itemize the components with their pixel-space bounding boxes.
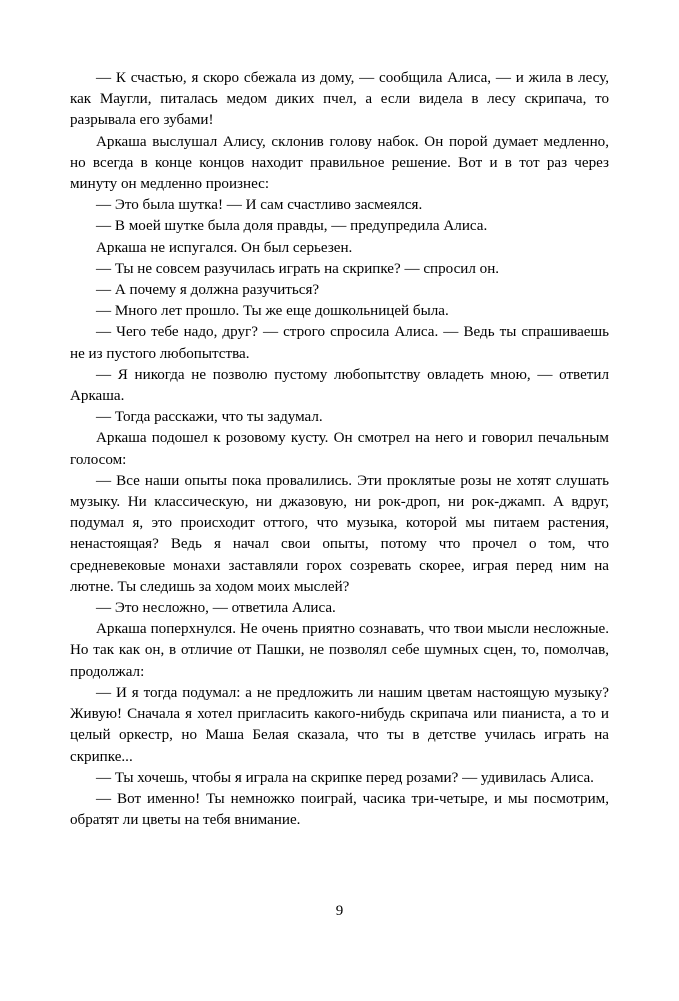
paragraph: — Все наши опыты пока провалились. Эти проклятые розы не хотят слушать музыку. Ни классическую, ни джазовую, ни рок-дроп, ни рок-джамп. А вдруг, подумал я, это происходит оттого, что музыка, которой мы питаем растения, ненастоящая? Ведь я начал свои опыты, потому что прочел о том, что средневековые монахи заставляли горох созревать скорее, играя перед ним на лютне. Ты следишь за ходом моих мыслей? xyxy=(70,472,609,595)
paragraph: — Чего тебе надо, друг? — строго спросила Алиса. — Ведь ты спрашиваешь не из пустого любопытства. xyxy=(70,324,609,362)
paragraph: — Это несложно, — ответила Алиса. xyxy=(96,600,336,617)
paragraph: Аркаша поперхнулся. Не очень приятно сознавать, что твои мысли несложные. Но так как он, в отличие от Пашки, не позволял себе шумных сцен, то, помолчав, продолжал: xyxy=(70,621,609,680)
paragraph: — А почему я должна разучиться? xyxy=(96,282,320,299)
paragraph: — Тогда расскажи, что ты задумал. xyxy=(96,409,323,426)
paragraph: — В моей шутке была доля правды, — предупредила Алиса. xyxy=(96,218,488,235)
paragraph: — Много лет прошло. Ты же еще дошкольницей была. xyxy=(96,303,449,320)
paragraph: — Ты не совсем разучилась играть на скрипке? — спросил он. xyxy=(96,260,500,277)
paragraph: — И я тогда подумал: а не предложить ли нашим цветам настоящую музыку? Живую! Сначала я хотел пригласить какого-нибудь скрипача или пианиста, а то и целый оркестр, но Маша Белая сказала, что ты в детстве училась играть на скрипке... xyxy=(70,684,609,765)
paragraph: — Я никогда не позволю пустому любопытству овладеть мною, — ответил Аркаша. xyxy=(70,366,609,405)
paragraph: Аркаша выслушал Алису, склонив голову набок. Он порой думает медленно, но всегда в конце концов находит правильное решение. Вот и в тот раз через минуту он медленно произнес: xyxy=(70,133,609,193)
paragraph: Аркаша не испугался. Он был серьезен. xyxy=(96,239,353,256)
paragraph: Аркаша подошел к розовому кусту. Он смотрел на него и говорил печальным голосом: xyxy=(70,430,609,468)
paragraph: — Это была шутка! — И сам счастливо засмеялся. xyxy=(96,197,423,214)
page-text-body xyxy=(70,68,609,831)
paragraph: — К счастью, я скоро сбежала из дому, — сообщила Алиса, — и жила в лесу, как Маугли, питалась медом диких пчел, а если видела в лесу скрипача, то разрывала его зубами! xyxy=(70,70,609,129)
paragraph: — Ты хочешь, чтобы я играла на скрипке перед розами? — удивилась Алиса. xyxy=(96,769,594,786)
paragraph: — Вот именно! Ты немножко поиграй, часика три-четыре, и мы посмотрим, обратят ли цветы на тебя внимание. xyxy=(70,790,609,829)
page-number: 9 xyxy=(335,903,344,919)
